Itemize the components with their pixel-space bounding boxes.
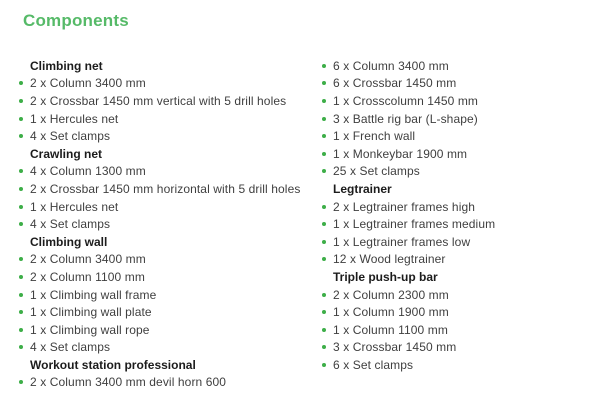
list-item-label: 1 x Climbing wall plate [30, 305, 152, 320]
list-item [19, 163, 309, 181]
list-item-label: 1 x Hercules net [30, 199, 119, 214]
bullet-icon [322, 99, 326, 103]
bullet-icon [322, 117, 326, 121]
list-item-label: 2 x Column 3400 mm devil horn 600 [30, 375, 227, 390]
bullet-icon [19, 169, 23, 173]
list-item [322, 198, 590, 216]
list-item [322, 163, 590, 181]
list-item-label: 2 x Column 3400 mm [30, 252, 146, 267]
list-item-label: 2 x Column 2300 mm [333, 287, 449, 302]
list-item [19, 110, 309, 128]
section-header: Crawling net [30, 146, 103, 161]
list-item [19, 180, 309, 198]
section-header: Triple push-up bar [333, 269, 438, 284]
list-item [322, 75, 590, 93]
list-item-label: 2 x Crossbar 1450 mm horizontal with 5 drill holes [30, 181, 301, 196]
list-item [322, 127, 590, 145]
list-item-label: 2 x Column 3400 mm [30, 76, 146, 91]
section-header: Workout station professional [30, 357, 196, 372]
bullet-icon [19, 257, 23, 261]
bullet-icon [322, 169, 326, 173]
bullet-icon [19, 222, 23, 226]
bullet-icon [19, 205, 23, 209]
list-item-label: 1 x Column 1900 mm [333, 305, 449, 320]
bullet-icon [322, 152, 326, 156]
list-item [322, 321, 590, 339]
list-item-label: 1 x Crosscolumn 1450 mm [333, 93, 479, 108]
list-item [322, 57, 590, 75]
bullet-icon [322, 293, 326, 297]
bullet-icon [19, 293, 23, 297]
bullet-icon [322, 257, 326, 261]
list-item [19, 286, 309, 304]
list-item-label: 1 x Climbing wall rope [30, 322, 150, 337]
bullet-icon [19, 117, 23, 121]
bullet-icon [322, 64, 326, 68]
bullet-icon [322, 345, 326, 349]
components-column-left [19, 57, 309, 391]
list-item [19, 215, 309, 233]
bullet-icon [19, 99, 23, 103]
list-item [19, 251, 309, 269]
section-header: Climbing net [30, 58, 103, 73]
list-item [322, 233, 590, 251]
list-item [322, 215, 590, 233]
list-item-label: 4 x Column 1300 mm [30, 164, 146, 179]
list-item-label: 1 x Column 1100 mm [333, 322, 448, 337]
list-item [322, 110, 590, 128]
bullet-icon [19, 81, 23, 85]
bullet-icon [322, 310, 326, 314]
list-item [19, 321, 309, 339]
list-item-label: 1 x French wall [333, 129, 416, 144]
list-item-label: 3 x Battle rig bar (L-shape) [333, 111, 478, 126]
list-item-label: 6 x Column 3400 mm [333, 58, 449, 73]
bullet-icon [322, 205, 326, 209]
list-item [19, 374, 309, 392]
list-item-label: 1 x Hercules net [30, 111, 119, 126]
section-header: Legtrainer [333, 181, 392, 196]
page-title: Components [23, 11, 129, 30]
list-item-label: 4 x Set clamps [30, 340, 111, 355]
list-item [322, 303, 590, 321]
bullet-icon [322, 363, 326, 367]
list-item [19, 339, 309, 357]
bullet-icon [19, 310, 23, 314]
list-item-label: 4 x Set clamps [30, 129, 111, 144]
list-item [19, 303, 309, 321]
list-item [322, 286, 590, 304]
list-item [322, 356, 590, 374]
list-item-label: 1 x Monkeybar 1900 mm [333, 146, 468, 161]
bullet-icon [19, 380, 23, 384]
bullet-icon [19, 134, 23, 138]
list-item [19, 127, 309, 145]
bullet-icon [19, 275, 23, 279]
list-item-label: 3 x Crossbar 1450 mm [333, 340, 457, 355]
list-item [322, 251, 590, 269]
list-item-label: 1 x Legtrainer frames low [333, 234, 471, 249]
list-item [322, 92, 590, 110]
list-item-label: 2 x Legtrainer frames high [333, 199, 476, 214]
bullet-icon [19, 187, 23, 191]
list-item-label: 2 x Crossbar 1450 mm vertical with 5 drill holes [30, 93, 287, 108]
list-item [322, 339, 590, 357]
bullet-icon [19, 328, 23, 332]
list-item [19, 268, 309, 286]
list-item-label: 1 x Legtrainer frames medium [333, 217, 496, 232]
list-item-label: 25 x Set clamps [333, 164, 420, 179]
components-column-right [322, 57, 590, 374]
section-header: Climbing wall [30, 234, 108, 249]
bullet-icon [322, 81, 326, 85]
list-item [19, 75, 309, 93]
bullet-icon [322, 134, 326, 138]
list-item-label: 6 x Set clamps [333, 357, 414, 372]
bullet-icon [322, 328, 326, 332]
bullet-icon [322, 240, 326, 244]
list-item-label: 4 x Set clamps [30, 217, 111, 232]
bullet-icon [19, 345, 23, 349]
list-item-label: 6 x Crossbar 1450 mm [333, 76, 457, 91]
list-item [19, 92, 309, 110]
list-item-label: 12 x Wood legtrainer [333, 252, 446, 267]
list-item [322, 145, 590, 163]
bullet-icon [322, 222, 326, 226]
list-item-label: 1 x Climbing wall frame [30, 287, 157, 302]
list-item [19, 198, 309, 216]
list-item-label: 2 x Column 1100 mm [30, 269, 145, 284]
